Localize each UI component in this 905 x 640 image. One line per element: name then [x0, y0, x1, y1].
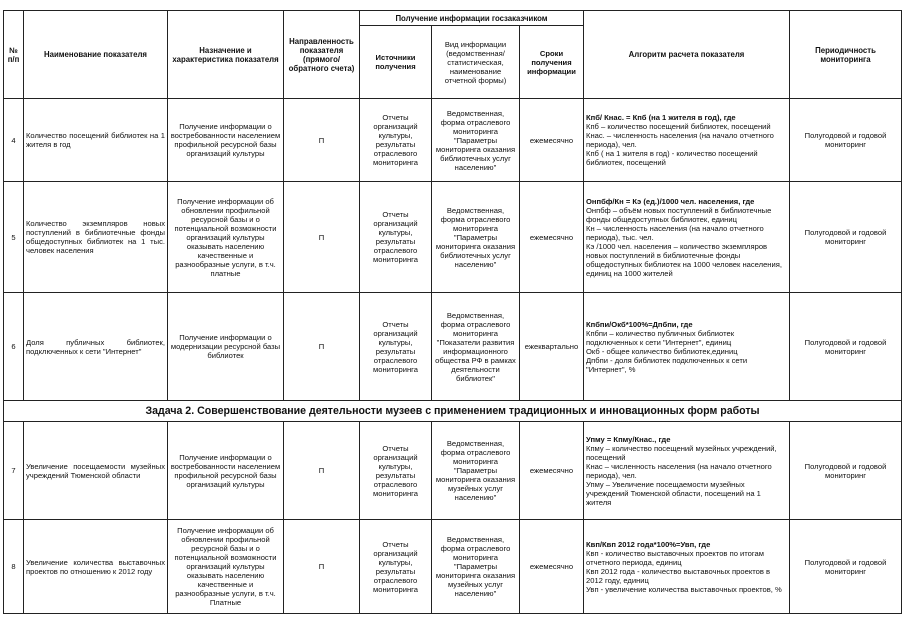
- monitoring-periodicity: Полугодовой и годовой мониторинг: [790, 99, 902, 182]
- header-sources: Источники получения: [360, 26, 432, 99]
- monitoring-periodicity: Полугодовой и годовой мониторинг: [790, 182, 902, 293]
- row-number: 6: [4, 293, 24, 401]
- algorithm-line: Квп 2012 года - количество выставочных проектов в 2012 году, единиц: [586, 566, 771, 585]
- monitoring-periodicity: Полугодовой и годовой мониторинг: [790, 422, 902, 520]
- header-algorithm: Алгоритм расчета показателя: [584, 11, 790, 99]
- calculation-algorithm: [584, 520, 790, 614]
- header-group: Получение информации госзаказчиком: [360, 11, 584, 26]
- info-type: Ведомственная, форма отраслевого мониторинга "Параметры мониторинга оказания библиотечных услуг населению": [432, 182, 520, 293]
- indicator-purpose: Получение информации о востребованности населением профильной ресурсной базы организаций культуры: [168, 99, 284, 182]
- algorithm-line: Квп - количество выставочных проектов по итогам отчетного периода, единиц: [586, 548, 764, 567]
- info-sources: Отчеты организаций культуры, результаты отраслевого мониторинга: [360, 293, 432, 401]
- info-sources: Отчеты организаций культуры, результаты отраслевого мониторинга: [360, 99, 432, 182]
- table-row: [4, 520, 902, 614]
- algorithm-formula: Кпбпи/Окб*100%=Дпбпи, где: [586, 319, 693, 329]
- indicator-table-page: [3, 10, 901, 614]
- info-type: Ведомственная, форма отраслевого мониторинга "Показатели развития информационного общества РФ в рамках деятельности библиотек": [432, 293, 520, 401]
- calculation-algorithm: [584, 182, 790, 293]
- algorithm-line: Кпбпи – количество публичных библиотек подключенных к сети "Интернет", единиц: [586, 328, 735, 347]
- indicator-name: Доля публичных библиотек, подключенных к сети "Интернет": [24, 293, 168, 401]
- info-terms: ежемесячно: [520, 422, 584, 520]
- monitoring-periodicity: Полугодовой и годовой мониторинг: [790, 520, 902, 614]
- header-direction: Направленность показателя (прямого/ обратного счета): [284, 11, 360, 99]
- info-type: Ведомственная, форма отраслевого мониторинга "Параметры мониторинга оказания музейных услуг населению": [432, 422, 520, 520]
- algorithm-line: Упму – Увеличение посещаемости музейных учреждений Тюменской области, посещений на 1 жителя: [586, 479, 761, 507]
- table-row: [4, 293, 902, 401]
- row-number: 7: [4, 422, 24, 520]
- algorithm-line: Кнас – численность населения (на начало отчетного периода), чел.: [586, 461, 772, 480]
- indicator-name: Увеличение количества выставочных проектов по отношению к 2012 году: [24, 520, 168, 614]
- algorithm-line: Кпб – количество посещений библиотек, посещений: [586, 122, 771, 131]
- header-purpose: Назначение и характеристика показателя: [168, 11, 284, 99]
- info-terms: ежеквартально: [520, 293, 584, 401]
- task-2-heading: Задача 2. Совершенствование деятельности музеев с применением традиционных и инновационных форм работы: [4, 401, 902, 422]
- task-heading-row: [4, 401, 902, 422]
- indicator-purpose: Получение информации о модернизации ресурсной базы библиотек: [168, 293, 284, 401]
- header-periodicity: Периодичность мониторинга: [790, 11, 902, 99]
- indicator-purpose: Получение информации о востребованности населением профильной ресурсной базы организаций культуры: [168, 422, 284, 520]
- algorithm-formula: Кпб/ Кнас. = Кпб (на 1 жителя в год), где: [586, 113, 736, 122]
- indicator-table: [3, 10, 902, 614]
- calculation-algorithm: [584, 293, 790, 401]
- algorithm-line: Кпму – количество посещений музейных учреждений, посещений: [586, 443, 777, 462]
- info-sources: Отчеты организаций культуры, результаты отраслевого мониторинга: [360, 182, 432, 293]
- header-name: Наименование показателя: [24, 11, 168, 99]
- info-type: Ведомственная, форма отраслевого мониторинга "Параметры мониторинга оказания библиотечных услуг населению": [432, 99, 520, 182]
- indicator-purpose: Получение информации об обновлении профильной ресурсной базы и о потенциальной возможности организаций культуры оказывать населению качественные и разнообразные услуги, в т.ч. Платные: [168, 520, 284, 614]
- algorithm-formula: Квп/Квп 2012 года*100%=Увп, где: [586, 539, 711, 549]
- table-row: [4, 422, 902, 520]
- info-sources: Отчеты организаций культуры, результаты отраслевого мониторинга: [360, 520, 432, 614]
- indicator-name: Количество посещений библиотек на 1 жителя в год: [24, 99, 168, 182]
- info-type: Ведомственная, форма отраслевого мониторинга "Параметры мониторинга оказания музейных услуг населению": [432, 520, 520, 614]
- header-terms: Сроки получения информации: [520, 26, 584, 99]
- table-row: [4, 182, 902, 293]
- algorithm-formula: Упму = Кпму/Кнас., где: [586, 434, 671, 444]
- indicator-direction: П: [284, 520, 360, 614]
- algorithm-line: Онпбф – объём новых поступлений в библиотечные фонды общедоступных библиотек, единиц: [586, 205, 772, 224]
- header-info-type: Вид информации (ведомственная/ статистическая, наименование отчетной формы): [432, 26, 520, 99]
- table-row: [4, 99, 902, 182]
- indicator-direction: П: [284, 422, 360, 520]
- info-terms: ежемесячно: [520, 520, 584, 614]
- monitoring-periodicity: Полугодовой и годовой мониторинг: [790, 293, 902, 401]
- indicator-direction: П: [284, 293, 360, 401]
- calculation-algorithm: [584, 99, 790, 182]
- info-sources: Отчеты организаций культуры, результаты отраслевого мониторинга: [360, 422, 432, 520]
- row-number: 4: [4, 99, 24, 182]
- indicator-rows: [4, 99, 902, 614]
- header-no: № п/п: [4, 11, 24, 99]
- algorithm-line: Увп - увеличение количества выставочных проектов, %: [586, 584, 782, 594]
- indicator-name: Увеличение посещаемости музейных учреждений Тюменской области: [24, 422, 168, 520]
- algorithm-line: Дпбпи - доля библиотек подключенных к сети "Интернет", %: [586, 355, 748, 374]
- algorithm-line: Кпб ( на 1 жителя в год) - количество посещений библиотек, посещений: [586, 149, 758, 167]
- info-terms: ежемесячно: [520, 182, 584, 293]
- info-terms: ежемесячно: [520, 99, 584, 182]
- calculation-algorithm: [584, 422, 790, 520]
- row-number: 8: [4, 520, 24, 614]
- algorithm-line: Кнас. – численность населения (на начало отчетного периода), чел.: [586, 131, 774, 149]
- algorithm-line: Окб - общее количество библиотек,единиц: [586, 346, 738, 356]
- indicator-purpose: Получение информации об обновлении профильной ресурсной базы и о потенциальной возможности организаций культуры оказывать населению качественные и разнообразные услуги, в т.ч. платные: [168, 182, 284, 293]
- row-number: 5: [4, 182, 24, 293]
- algorithm-line: Кэ /1000 чел. населения – количество экземпляров новых поступлений в библиотечные фонды общедоступных библиотек на 1000 человек населения, единиц на 1000 жителей: [586, 241, 782, 278]
- indicator-direction: П: [284, 99, 360, 182]
- algorithm-line: Кн – численность населения (на начало отчетного периода), тыс. чел.: [586, 223, 764, 242]
- algorithm-formula: Онпбф/Кн = Кэ (ед.)/1000 чел. населения, где: [586, 196, 755, 206]
- indicator-direction: П: [284, 182, 360, 293]
- indicator-name: Количество экземпляров новых поступлений в библиотечные фонды общедоступных библиотек на 1 тыс. человек населения: [24, 182, 168, 293]
